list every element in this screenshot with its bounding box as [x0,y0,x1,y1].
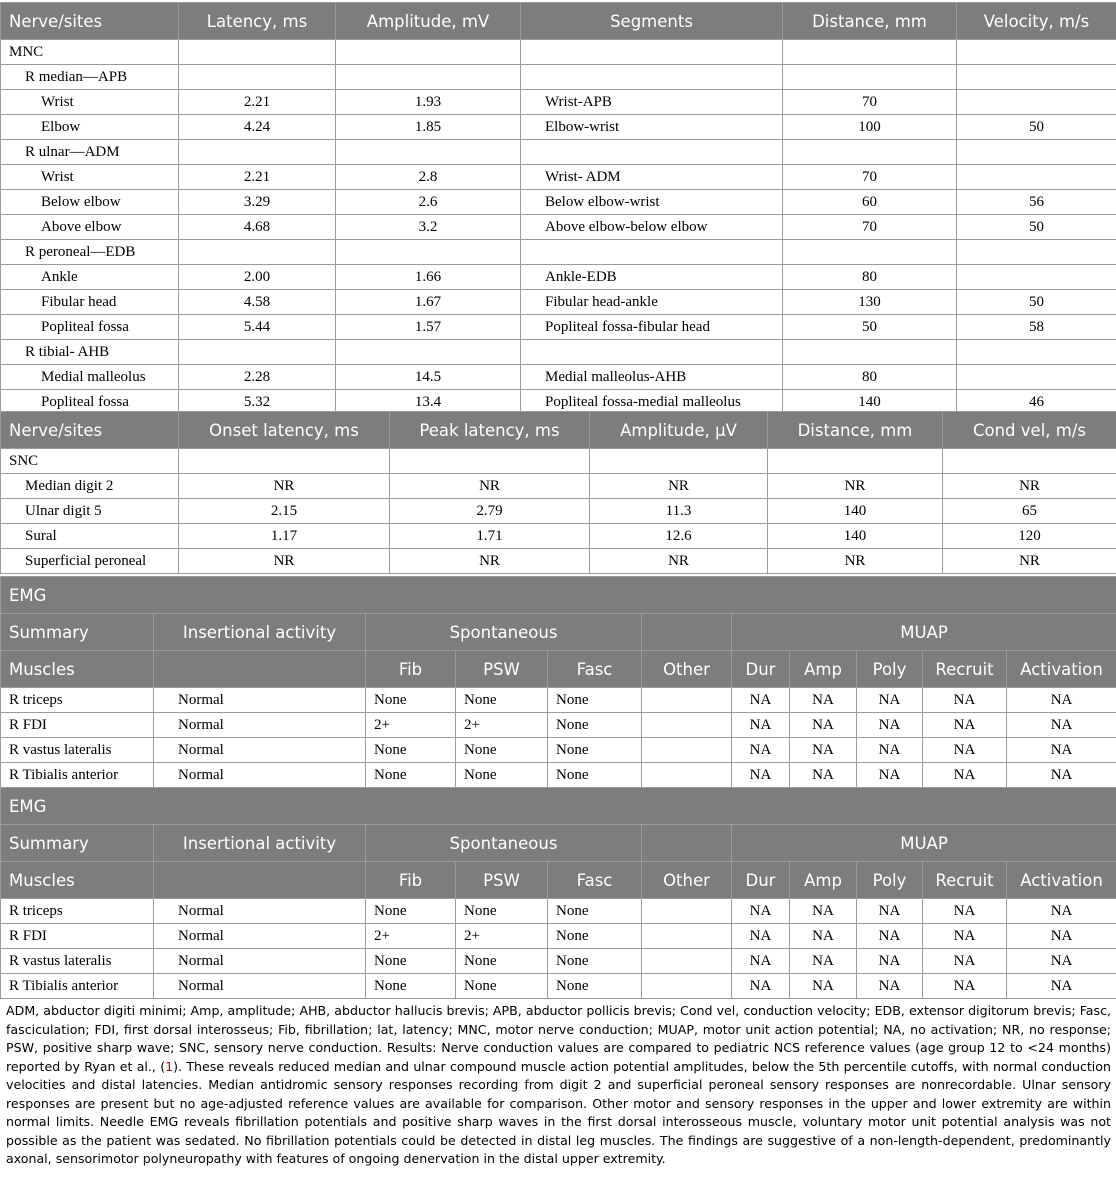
empty-cell [179,240,336,265]
segment-name: Medial malleolus-AHB [521,365,783,390]
insertional-activity-header: Insertional activity [154,825,366,862]
site-name: Elbow [1,115,179,140]
snc-section-row [1,449,1116,474]
empty-cell [336,340,521,365]
amplitude-value: NR [590,549,768,574]
other-header: Other [642,651,732,688]
amp-value: NA [790,924,857,949]
mnc-section-label: MNC [1,40,179,65]
insertional-activity-header: Insertional activity [154,614,366,651]
velocity-value [957,165,1116,190]
amplitude-value: NR [590,474,768,499]
activation-header: Activation [1007,862,1116,899]
amp-value: NA [790,713,857,738]
latency-value: 2.21 [179,90,336,115]
velocity-value: NR [943,549,1116,574]
other-value [642,713,732,738]
site-name: Above elbow [1,215,179,240]
fib-header: Fib [366,862,456,899]
mnc-site-row [1,215,1116,240]
mnc-site-row [1,190,1116,215]
snc-site-row [1,549,1116,574]
muscle-name: R vastus lateralis [1,949,154,974]
dur-value: NA [732,974,790,999]
amp-value: NA [790,738,857,763]
other-value [642,763,732,788]
snc-site-row [1,474,1116,499]
recruit-value: NA [923,924,1007,949]
empty-header [642,825,732,862]
segment-name: Wrist-APB [521,90,783,115]
site-name: Ulnar digit 5 [1,499,179,524]
segment-name: Wrist- ADM [521,165,783,190]
snc-header-nerve: Nerve/sites [1,412,179,449]
empty-cell [783,65,957,90]
site-name: Superficial peroneal [1,549,179,574]
muap-header: MUAP [732,825,1116,862]
empty-cell [521,340,783,365]
activation-value: NA [1007,738,1116,763]
fasc-value: None [548,899,642,924]
distance-value: 100 [783,115,957,140]
activation-value: NA [1007,688,1116,713]
latency-value: 2.00 [179,265,336,290]
mnc-site-row [1,315,1116,340]
distance-value: 130 [783,290,957,315]
amplitude-value: 1.85 [336,115,521,140]
empty-cell [179,340,336,365]
dur-value: NA [732,924,790,949]
distance-value: 80 [783,365,957,390]
summary-header: Summary [1,825,154,862]
muscle-name: R Tibialis anterior [1,974,154,999]
insertional-value: Normal [154,688,366,713]
latency-value: 5.44 [179,315,336,340]
emg-muscle-row [1,713,1116,738]
spontaneous-header: Spontaneous [366,825,642,862]
other-value [642,688,732,713]
distance-value: NR [768,474,943,499]
empty-header [642,614,732,651]
peak-latency-value: 2.79 [390,499,590,524]
mnc-header-nerve: Nerve/sites [1,3,179,40]
insertional-value: Normal [154,713,366,738]
amp-value: NA [790,688,857,713]
fasc-header: Fasc [548,651,642,688]
psw-value: None [456,949,548,974]
fib-value: 2+ [366,713,456,738]
empty-cell [957,240,1116,265]
amp-value: NA [790,763,857,788]
mnc-header-distance: Distance, mm [783,3,957,40]
blank-header [154,862,366,899]
nerve-group-label: R peroneal—EDB [1,240,179,265]
site-name: Median digit 2 [1,474,179,499]
poly-value: NA [857,949,923,974]
psw-value: None [456,763,548,788]
mnc-nerve-group-row [1,65,1116,90]
amplitude-value: 1.67 [336,290,521,315]
muscles-header: Muscles [1,651,154,688]
empty-cell [783,340,957,365]
latency-value: 3.29 [179,190,336,215]
other-value [642,899,732,924]
mnc-site-row [1,165,1116,190]
fib-value: None [366,738,456,763]
recruit-value: NA [923,713,1007,738]
distance-value: 60 [783,190,957,215]
mnc-body [1,40,1116,415]
muscle-name: R vastus lateralis [1,738,154,763]
empty-cell [179,65,336,90]
snc-site-row [1,524,1116,549]
mnc-site-row [1,365,1116,390]
empty-cell [957,340,1116,365]
table-footnote [6,1002,1111,1169]
recruit-header: Recruit [923,862,1007,899]
insertional-value: Normal [154,763,366,788]
distance-value: 70 [783,215,957,240]
mnc-site-row [1,90,1116,115]
recruit-value: NA [923,949,1007,974]
amplitude-value: 1.93 [336,90,521,115]
muap-header: MUAP [732,614,1116,651]
fasc-value: None [548,738,642,763]
muscle-name: R triceps [1,688,154,713]
mnc-header-velocity: Velocity, m/s [957,3,1116,40]
fasc-value: None [548,763,642,788]
amplitude-value: 12.6 [590,524,768,549]
insertional-value: Normal [154,924,366,949]
velocity-value: 58 [957,315,1116,340]
site-name: Wrist [1,90,179,115]
distance-value: 50 [783,315,957,340]
poly-value: NA [857,924,923,949]
amplitude-value: 2.6 [336,190,521,215]
snc-header-velocity: Cond vel, m/s [943,412,1116,449]
activation-value: NA [1007,899,1116,924]
segment-name: Ankle-EDB [521,265,783,290]
nerve-group-label: R median—APB [1,65,179,90]
footnote-text-start: ADM, abductor digiti minimi; Amp, amplitude; AHB, abductor hallucis brevis; APB, abductor pollicis brevis; Cond vel, conduction velocity; EDB, extensor digitorum brevis; Fasc, fasciculation; FDI, first dorsal interosseus; Fib, fibrillation; lat, latency; MNC, motor nerve conduction; MUAP, motor unit action potential; NA, no activation; NR, no response; PSW, positive sharp wave; SNC, sensory nerve conduction. Results: Nerve conduction values are compared to pediatric NCS reference values (age group 12 to <24 months) reported by Ryan et al., ( [6,1003,1111,1074]
empty-cell [179,140,336,165]
recruit-value: NA [923,688,1007,713]
muscle-name: R FDI [1,713,154,738]
site-name: Medial malleolus [1,365,179,390]
velocity-value [957,365,1116,390]
muscle-name: R Tibialis anterior [1,763,154,788]
psw-value: 2+ [456,713,548,738]
amplitude-value: 2.8 [336,165,521,190]
poly-header: Poly [857,651,923,688]
fasc-value: None [548,713,642,738]
dur-value: NA [732,949,790,974]
velocity-value: 120 [943,524,1116,549]
footnote-reference-link[interactable]: 1 [165,1058,174,1074]
amp-header: Amp [790,862,857,899]
other-value [642,974,732,999]
onset-latency-value: NR [179,549,390,574]
segment-name: Elbow-wrist [521,115,783,140]
segment-name: Fibular head-ankle [521,290,783,315]
snc-header-distance: Distance, mm [768,412,943,449]
emg-title: EMG [1,577,1116,614]
empty-cell [783,240,957,265]
empty-cell [957,65,1116,90]
onset-latency-value: NR [179,474,390,499]
emg-muscle-row [1,899,1116,924]
recruit-value: NA [923,899,1007,924]
amplitude-value: 1.57 [336,315,521,340]
mnc-header-amplitude: Amplitude, mV [336,3,521,40]
poly-value: NA [857,974,923,999]
empty-cell [521,240,783,265]
snc-header-peak: Peak latency, ms [390,412,590,449]
psw-value: None [456,974,548,999]
fasc-value: None [548,949,642,974]
segment-name: Popliteal fossa-fibular head [521,315,783,340]
emg-summary-row [1,825,1116,862]
nerve-group-label: R tibial- AHB [1,340,179,365]
activation-value: NA [1007,974,1116,999]
latency-value: 5.32 [179,390,336,415]
amp-value: NA [790,974,857,999]
dur-value: NA [732,738,790,763]
activation-value: NA [1007,713,1116,738]
amplitude-value: 1.66 [336,265,521,290]
dur-value: NA [732,713,790,738]
velocity-value: 56 [957,190,1116,215]
psw-header: PSW [456,862,548,899]
fib-value: None [366,899,456,924]
site-name: Fibular head [1,290,179,315]
site-name: Ankle [1,265,179,290]
other-value [642,738,732,763]
dur-value: NA [732,763,790,788]
latency-value: 2.28 [179,365,336,390]
empty-cell [336,140,521,165]
amplitude-value: 13.4 [336,390,521,415]
snc-header-onset: Onset latency, ms [179,412,390,449]
mnc-site-row [1,265,1116,290]
empty-cell [336,240,521,265]
recruit-value: NA [923,763,1007,788]
poly-value: NA [857,713,923,738]
poly-value: NA [857,899,923,924]
activation-value: NA [1007,924,1116,949]
amplitude-value: 14.5 [336,365,521,390]
fib-value: None [366,949,456,974]
poly-header: Poly [857,862,923,899]
muscles-header: Muscles [1,862,154,899]
velocity-value: 50 [957,215,1116,240]
fasc-value: None [548,974,642,999]
amp-value: NA [790,899,857,924]
muscle-name: R FDI [1,924,154,949]
dur-value: NA [732,688,790,713]
segment-name: Below elbow-wrist [521,190,783,215]
insertional-value: Normal [154,974,366,999]
emg-title-row [1,577,1116,614]
other-value [642,949,732,974]
empty-cell [521,65,783,90]
emg-muscle-row [1,949,1116,974]
emg-summary-row [1,614,1116,651]
emg-muscle-row [1,738,1116,763]
velocity-value: 65 [943,499,1116,524]
mnc-header-segments: Segments [521,3,783,40]
segment-name: Above elbow-below elbow [521,215,783,240]
mnc-nerve-group-row [1,240,1116,265]
velocity-value: 50 [957,290,1116,315]
footnote-text-end: ). These reveals reduced median and ulnar compound muscle action potential amplitudes, below the 5th percentile cutoffs, with normal conduction velocities and distal latencies. Median antidromic sensory responses recording from digit 2 and superficial peroneal sensory responses are nonrecordable. Ulnar sensory responses are present but no age-adjusted reference values are available for comparison. Other motor and sensory responses in the upper and lower extremity are within normal limits. Needle EMG reveals fibrillation potentials and positive sharp waves in the first dorsal interosseous muscle, voluntary motor unit potential analysis was not possible as the patient was sedated. No fibrillation potentials could be detected in distal leg muscles. The findings are suggestive of a non-length-dependent, predominantly axonal, sensorimotor polyneuropathy with features of ongoing denervation in the distal upper extremity. [6,1058,1111,1166]
emg-muscle-row [1,763,1116,788]
psw-value: None [456,688,548,713]
mnc-table [0,2,1116,415]
snc-header-amplitude: Amplitude, μV [590,412,768,449]
mnc-section-row [1,40,1116,65]
velocity-value [957,265,1116,290]
distance-value: 140 [768,499,943,524]
recruit-value: NA [923,974,1007,999]
emg-subheader-row [1,651,1116,688]
velocity-value: 50 [957,115,1116,140]
site-name: Wrist [1,165,179,190]
psw-value: None [456,899,548,924]
site-name: Popliteal fossa [1,315,179,340]
emg-muscle-row [1,974,1116,999]
site-name: Sural [1,524,179,549]
empty-cell [336,65,521,90]
empty-cell [783,140,957,165]
distance-value: 140 [768,524,943,549]
fib-value: None [366,974,456,999]
activation-value: NA [1007,763,1116,788]
psw-value: 2+ [456,924,548,949]
onset-latency-value: 1.17 [179,524,390,549]
empty-cell [957,140,1116,165]
segment-name: Popliteal fossa-medial malleolus [521,390,783,415]
peak-latency-value: NR [390,474,590,499]
poly-value: NA [857,763,923,788]
distance-value: 70 [783,165,957,190]
other-header: Other [642,862,732,899]
distance-value: 80 [783,265,957,290]
emg-title-row [1,788,1116,825]
dur-header: Dur [732,651,790,688]
emg-title: EMG [1,788,1116,825]
recruit-value: NA [923,738,1007,763]
latency-value: 2.21 [179,165,336,190]
fasc-value: None [548,924,642,949]
amplitude-value: 11.3 [590,499,768,524]
insertional-value: Normal [154,899,366,924]
emg-subheader-row [1,862,1116,899]
summary-header: Summary [1,614,154,651]
amp-value: NA [790,949,857,974]
site-name: Below elbow [1,190,179,215]
activation-header: Activation [1007,651,1116,688]
latency-value: 4.58 [179,290,336,315]
blank-header [154,651,366,688]
dur-value: NA [732,899,790,924]
mnc-site-row [1,115,1116,140]
amp-header: Amp [790,651,857,688]
muscle-name: R triceps [1,899,154,924]
latency-value: 4.24 [179,115,336,140]
mnc-site-row [1,290,1116,315]
snc-site-row [1,499,1116,524]
emg-muscle-row [1,688,1116,713]
nerve-group-label: R ulnar—ADM [1,140,179,165]
velocity-value [957,90,1116,115]
onset-latency-value: 2.15 [179,499,390,524]
poly-value: NA [857,738,923,763]
recruit-header: Recruit [923,651,1007,688]
emg-muscle-row [1,924,1116,949]
amplitude-value: 3.2 [336,215,521,240]
activation-value: NA [1007,949,1116,974]
peak-latency-value: NR [390,549,590,574]
velocity-value: 46 [957,390,1116,415]
mnc-nerve-group-row [1,340,1116,365]
site-name: Popliteal fossa [1,390,179,415]
snc-table [0,411,1116,574]
spontaneous-header: Spontaneous [366,614,642,651]
distance-value: NR [768,549,943,574]
psw-value: None [456,738,548,763]
snc-section-label: SNC [1,449,179,474]
other-value [642,924,732,949]
poly-value: NA [857,688,923,713]
snc-body [1,449,1116,574]
empty-cell [521,140,783,165]
mnc-header-row [1,3,1116,40]
insertional-value: Normal [154,949,366,974]
fib-header: Fib [366,651,456,688]
fasc-header: Fasc [548,862,642,899]
emg-table-2 [0,787,1116,999]
insertional-value: Normal [154,738,366,763]
distance-value: 140 [783,390,957,415]
fasc-value: None [548,688,642,713]
emg-table-1 [0,576,1116,788]
psw-header: PSW [456,651,548,688]
fib-value: None [366,763,456,788]
snc-header-row [1,412,1116,449]
fib-value: 2+ [366,924,456,949]
fib-value: None [366,688,456,713]
latency-value: 4.68 [179,215,336,240]
velocity-value: NR [943,474,1116,499]
distance-value: 70 [783,90,957,115]
dur-header: Dur [732,862,790,899]
mnc-nerve-group-row [1,140,1116,165]
mnc-header-latency: Latency, ms [179,3,336,40]
peak-latency-value: 1.71 [390,524,590,549]
